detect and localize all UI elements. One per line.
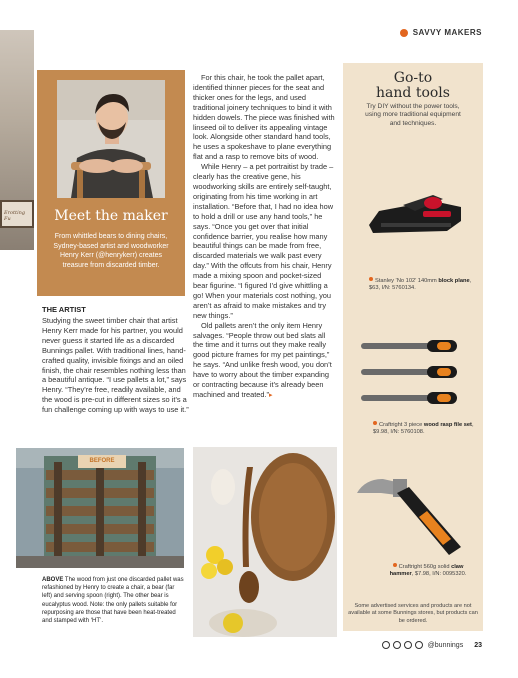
caption-lead: Craftright 3 piece — [379, 422, 424, 428]
instagram-icon[interactable] — [382, 641, 390, 649]
section-dot-icon — [400, 29, 408, 37]
artist-section — [42, 305, 190, 415]
before-pallet-photo — [16, 448, 184, 568]
board-and-spoon-photo — [193, 447, 337, 637]
artist-heading: THE ARTIST — [42, 305, 86, 314]
rasp-file-set-image — [357, 333, 477, 413]
bullet-dot-icon — [373, 421, 377, 425]
wall-frame — [0, 200, 34, 228]
tools-sidebar — [343, 63, 483, 631]
page-footer — [382, 641, 482, 649]
social-handle[interactable]: @bunnings — [427, 641, 464, 649]
facebook-icon[interactable] — [415, 641, 423, 649]
article-body — [193, 73, 337, 401]
tools-intro: Try DIY without the power tools, using more traditional equipment and techniques. — [365, 103, 461, 127]
block-plane-image — [363, 181, 467, 241]
page-number: 23 — [474, 641, 482, 649]
artist-body: Studying the sweet timber chair that artist Henry Kerr made for his partner, you would never guess it started life as a discarded Bunnings pallet. With traditional lines, hand-crafted quality, invisible fixings and an oiled finish, the chair resembles nothing less than a beautiful antique. “I use pallets a lot,” says Henry. “They’re free, readily available, and the wood is pre-cut in different sizes so it’s a fun challenge coming up with ways to use it.” — [42, 316, 189, 415]
section-header — [400, 28, 482, 37]
article-paragraph: For this chair, he took the pallet apart, identified thinner pieces for the seat and thicker ones for the legs, and used traditional joinery techniques to bind it with hidden dowels. The piece was finished with linseed oil to deliver its appealing vintage look. Alongside other standard hand tools, he uses a spokeshave to plane everything flat and a rasp to remove bits of wood. — [193, 73, 335, 162]
caption-price: , $63, I/N: 5760134. — [369, 278, 472, 292]
tools-title-line1: Go-to — [393, 70, 433, 86]
maker-title: Meet the maker — [54, 208, 168, 224]
photo-caption — [42, 576, 186, 625]
frame-text: Erotting Fu — [4, 210, 26, 222]
caption-text: The wood from just one discarded pallet was refashioned by Henry to create a chair, a bear (far left) and serving spoon (right). The other bear is eucalyptus wood. Note: the only pallets suitable for repurposing are those that have been heat-treated and stamped with ‘HT’. — [42, 577, 184, 625]
pinterest-icon[interactable] — [393, 641, 401, 649]
caption-label: ABOVE — [42, 577, 64, 583]
caption-lead: Stanley ‘No 102’ 140mm — [375, 278, 439, 284]
tools-title-line2: hand tools — [376, 85, 450, 101]
rasp-caption — [373, 421, 477, 437]
bullet-dot-icon — [369, 277, 373, 281]
left-room-photo — [0, 30, 34, 250]
article-paragraph-text: Old pallets aren’t the only item Henry salvages. “People throw out bed slats all the time and it turns out they make really good picture frames for my pet paintings,” he says. “And unlike fresh wood, you don’t have to worry about the timber expanding or contracting because it’s already been machined and treated.” — [193, 320, 332, 399]
end-mark-icon: ▸ — [269, 392, 273, 399]
hammer-caption — [383, 563, 473, 579]
caption-product: claw hammer — [389, 564, 464, 578]
caption-product: wood rasp file set — [423, 422, 472, 428]
caption-price: , $9.98, I/N: 5760108. — [373, 422, 474, 436]
bullet-dot-icon — [393, 563, 397, 567]
tools-title — [343, 71, 483, 101]
claw-hammer-image — [353, 473, 473, 565]
tools-disclaimer: Some advertised services and products are not available at some Bunnings stores, but products can be ordered. — [348, 603, 478, 624]
caption-lead: Craftright 560g solid — [398, 564, 452, 570]
caption-price: , $7.98, I/N: 0095320. — [411, 571, 467, 578]
tiktok-icon[interactable] — [404, 641, 412, 649]
before-badge: BEFORE — [78, 455, 126, 468]
maker-card — [37, 70, 185, 296]
article-paragraph — [193, 321, 337, 401]
plane-caption — [369, 277, 479, 293]
maker-portrait-photo — [57, 80, 165, 198]
section-label: SAVVY MAKERS — [412, 28, 482, 37]
maker-blurb: From whittled bears to dining chairs, Sydney-based artist and woodworker Henry Kerr (@henrykerr) creates treasure from discarded timber. — [53, 233, 169, 269]
article-paragraph: While Henry – a pet portraitist by trade – clearly has the creative gene, his woodworking skills are entirely self-taught, originating from his time working in art installation. “Before that, I had no idea how to hold a drill or use any hand tools,” he says. “Once you get over that initial confidence barrier, you realise how many beautiful things can be made from free, discarded materials we walk past every day.” With the offcuts from his chair, Henry made a mixing spoon and pocket-sized bear figurine. “I figured I’d give whittling a go! When your materials cost nothing, you aren’t as afraid to make mistakes and try new things.” — [193, 162, 334, 320]
caption-product: block plane — [438, 278, 470, 284]
